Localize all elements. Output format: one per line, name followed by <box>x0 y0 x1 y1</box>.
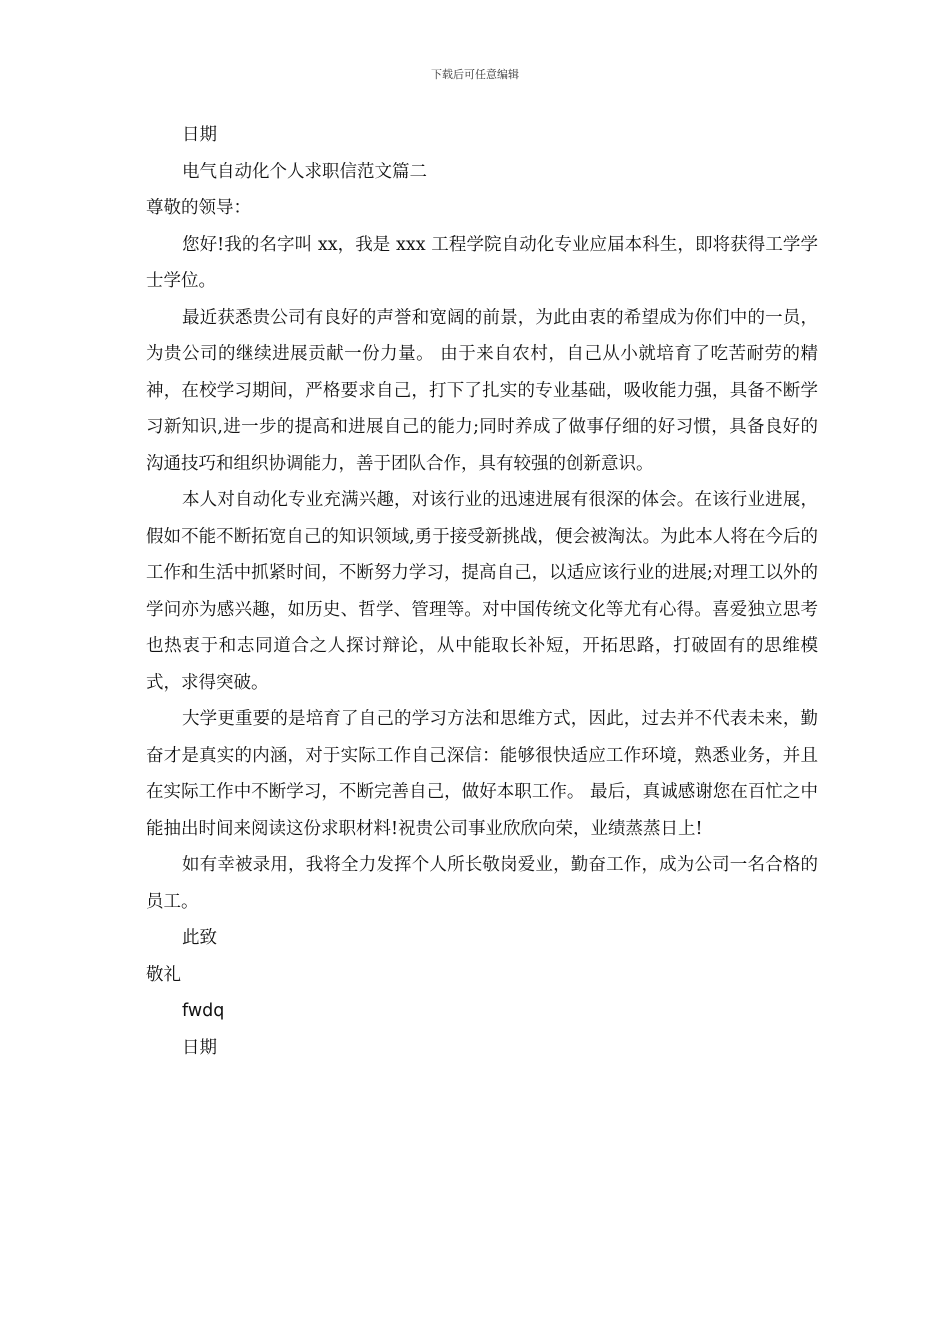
paragraph-hope: 如有幸被录用，我将全力发挥个人所长敬岗爱业，勤奋工作，成为公司一名合格的员工。 <box>146 855 818 912</box>
paragraph-company: 最近获悉贵公司有良好的声誉和宽阔的前景，为此由衷的希望成为你们中的一员，为贵公司的继续进展贡献一份力量。 由于来自农村，自己从小就培育了吃苦耐劳的精神，在校学习期间，严格要求自己，打下了扎实的专业基础，吸收能力强，具备不断学习新知识,进一步的提高和进展自己的能力;同时养成了做事仔细的好习惯，具备良好的沟通技巧和组织协调能力，善于团队合作，具有较强的创新意识。 <box>146 307 818 474</box>
greeting: 尊敬的领导： <box>146 198 251 218</box>
date-bottom: 日期 <box>182 1037 217 1058</box>
signature: fwdq <box>182 1001 225 1021</box>
date-top: 日期 <box>182 125 217 145</box>
paragraph-intro: 您好!我的名字叫 xx，我是 xxx 工程学院自动化专业应届本科生，即将获得工学学士学位。 <box>146 234 818 291</box>
closing-jingli: 敬礼 <box>146 964 181 985</box>
paragraph-study: 大学更重要的是培育了自己的学习方法和思维方式，因此，过去并不代表未来，勤奋才是真实的内涵，对于实际工作自己深信：能够很快适应工作环境，熟悉业务，并且在实际工作中不断学习，不断完善自己，做好本职工作。 最后，真诚感谢您在百忙之中能抽出时间来阅读这份求职材料!祝贵公司事业欣欣向荣，业绩蒸蒸日上! <box>146 709 818 839</box>
letter-title: 电气自动化个人求职信范文篇二 <box>182 161 427 182</box>
download-note: 下载后可任意编辑 <box>431 68 519 81</box>
letter-body <box>146 117 818 1066</box>
paragraph-interest: 本人对自动化专业充满兴趣，对该行业的迅速进展有很深的体会。在该行业进展，假如不能不断拓宽自己的知识领域,勇于接受新挑战，便会被淘汰。为此本人将在今后的工作和生活中抓紧时间，不断努力学习，提高自己，以适应该行业的进展;对理工以外的学问亦为感兴趣，如历史、哲学、管理等。对中国传统文化等尤有心得。喜爱独立思考也热衷于和志同道合之人探讨辩论，从中能取长补短，开拓思路，打破固有的思维模式，求得突破。 <box>146 490 818 693</box>
closing-cizhi: 此致 <box>182 928 217 948</box>
